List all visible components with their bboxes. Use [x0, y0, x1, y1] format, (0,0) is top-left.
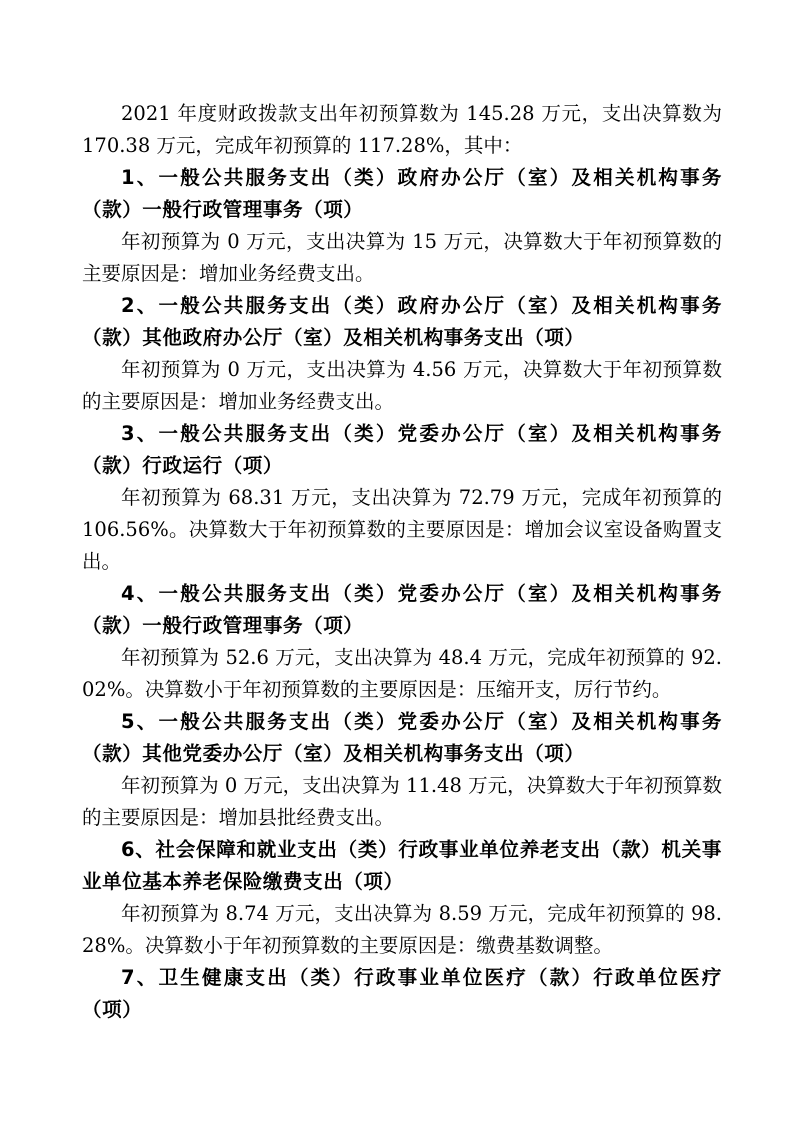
intro-paragraph: 2021 年度财政拨款支出年初预算数为 145.28 万元，支出决算数为 170.38 万元，完成年初预算的 117.28%，其中： [82, 102, 722, 157]
section-1-body: 年初预算为 0 万元，支出决算为 15 万元，决算数大于年初预算数的主要原因是：增加业务经费支出。 [82, 230, 722, 285]
section-4-body: 年初预算为 52.6 万元，支出决算为 48.4 万元，完成年初预算的 92.02%。决算数小于年初预算数的主要原因是：压缩开支，厉行节约。 [82, 646, 722, 701]
section-7-heading: 7、卫生健康支出（类）行政事业单位医疗（款）行政单位医疗（项） [82, 966, 722, 1021]
section-3-body: 年初预算为 68.31 万元，支出决算为 72.79 万元，完成年初预算的 106.56%。决算数大于年初预算数的主要原因是：增加会议室设备购置支出。 [82, 486, 722, 573]
section-3-heading: 3、一般公共服务支出（类）党委办公厅（室）及相关机构事务（款）行政运行（项） [82, 422, 722, 477]
section-2-body: 年初预算为 0 万元，支出决算为 4.56 万元，决算数大于年初预算数的主要原因是：增加业务经费支出。 [82, 358, 722, 413]
section-5-heading: 5、一般公共服务支出（类）党委办公厅（室）及相关机构事务（款）其他党委办公厅（室）及相关机构事务支出（项） [82, 710, 722, 765]
section-5-body: 年初预算为 0 万元，支出决算为 11.48 万元，决算数大于年初预算数的主要原因是：增加县批经费支出。 [82, 774, 722, 829]
section-6-body: 年初预算为 8.74 万元，支出决算为 8.59 万元，完成年初预算的 98.28%。决算数小于年初预算数的主要原因是：缴费基数调整。 [82, 902, 722, 957]
section-4-heading: 4、一般公共服务支出（类）党委办公厅（室）及相关机构事务（款）一般行政管理事务（项） [82, 582, 722, 637]
section-2-heading: 2、一般公共服务支出（类）政府办公厅（室）及相关机构事务（款）其他政府办公厅（室）及相关机构事务支出（项） [82, 294, 722, 349]
section-1-heading: 1、一般公共服务支出（类）政府办公厅（室）及相关机构事务（款）一般行政管理事务（项） [82, 166, 722, 221]
section-6-heading: 6、社会保障和就业支出（类）行政事业单位养老支出（款）机关事业单位基本养老保险缴费支出（项） [82, 838, 722, 893]
